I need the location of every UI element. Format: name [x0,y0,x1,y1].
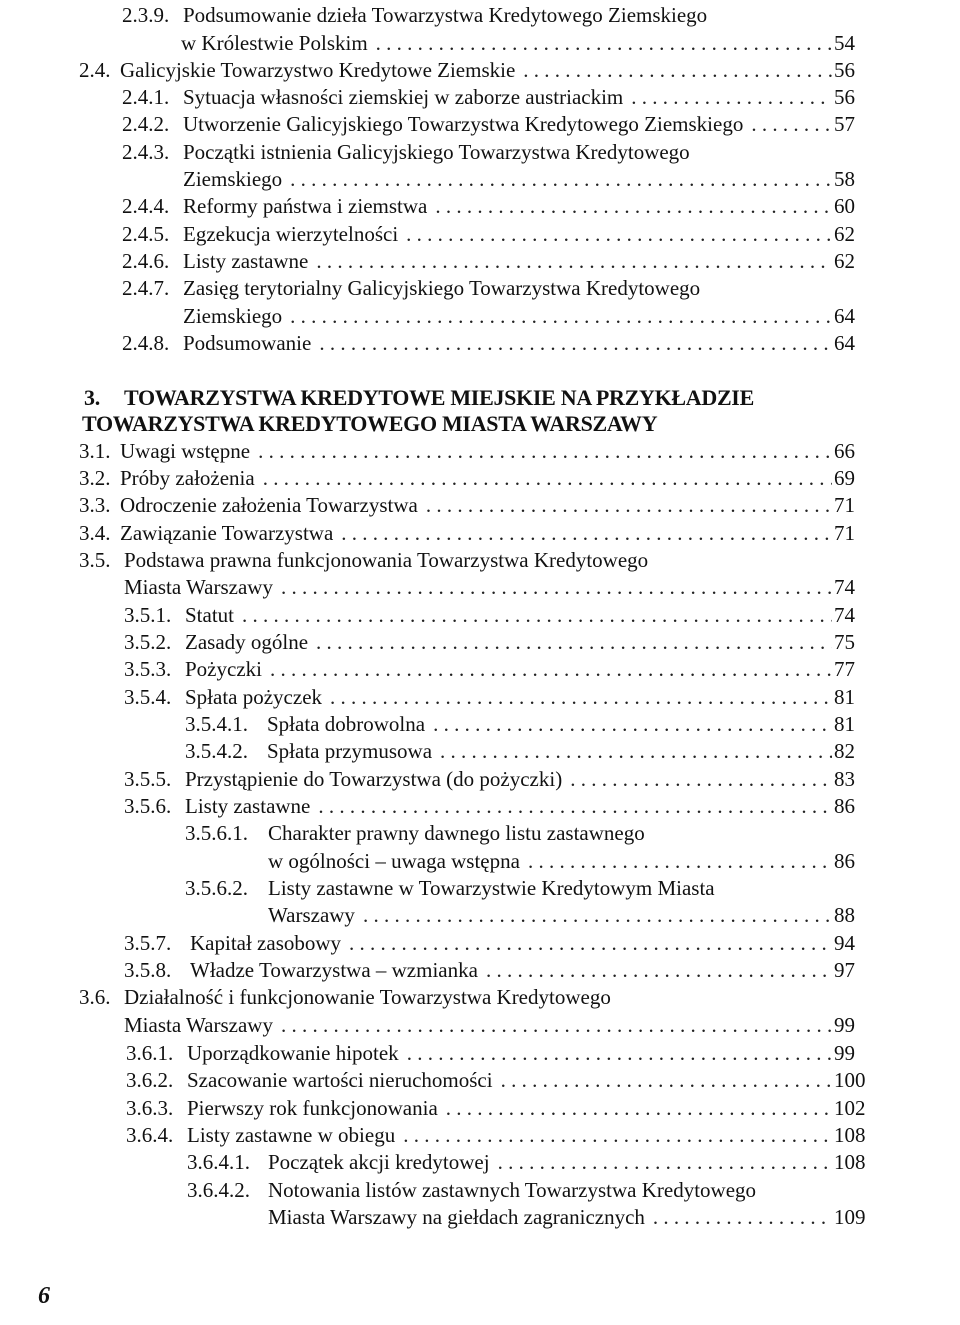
toc-entry-title: Listy zastawne [183,249,309,273]
toc-entry-page: 81 [834,685,855,709]
toc-entry-number: 3.6.4. [126,1123,174,1147]
toc-entry-title: Początki istnienia Galicyjskiego Towarzystwa Kredytowego [183,140,690,164]
toc-entry [0,1095,960,1122]
dot-leader [403,1122,832,1149]
toc-entry-page: 100 [834,1068,866,1092]
dot-leader [406,221,832,248]
dot-leader [440,738,832,765]
toc-entry-title: Egzekucja wierzytelności [183,222,399,246]
page-number: 6 [38,1283,50,1309]
toc-entry-number: 3.6.4.1. [187,1150,250,1174]
toc-entry-title: Początek akcji kredytowej [268,1150,490,1174]
dot-leader [523,57,832,84]
toc-entry-number: 3.5.2. [124,630,172,654]
dot-leader [316,629,832,656]
toc-entry-number: 3.6.2. [126,1068,174,1092]
toc-entry-number: 3.6.4.2. [187,1178,250,1202]
toc-entry-title: Pierwszy rok funkcjonowania [187,1096,438,1120]
dot-leader [426,492,832,519]
toc-entry-title: Listy zastawne w obiegu [187,1123,396,1147]
toc-entry-number: 3.5.4.2. [185,739,248,763]
dot-leader [242,602,832,629]
toc-entry [0,629,960,656]
toc-entry [0,848,960,875]
toc-entry-page: 108 [834,1150,866,1174]
dot-leader [376,30,832,57]
toc-entry-number: 3.5. [79,548,111,572]
toc-entry [0,84,960,111]
toc-entry [0,193,960,220]
toc-entry [0,1067,960,1094]
toc-entry-number: 3.5.7. [124,931,172,955]
dot-leader [570,766,832,793]
toc-entry-number: 2.4.4. [122,194,170,218]
toc-entry-title: Pożyczki [185,657,262,681]
dot-leader [407,1040,832,1067]
toc-entry [0,711,960,738]
toc-entry-number: 3.5.6.2. [185,876,248,900]
toc-entry-page: 82 [834,739,855,763]
chapter-number: 3. [84,385,100,410]
dot-leader [263,465,832,492]
toc-entry-title: Szacowanie wartości nieruchomości [187,1068,493,1092]
dot-leader [349,930,832,957]
toc-entry-number: 2.4.8. [122,331,170,355]
dot-leader [498,1149,832,1176]
toc-entry-title: Odroczenie założenia Towarzystwa [120,493,418,517]
toc-entry [0,111,960,138]
dot-leader [433,711,832,738]
toc-entry-number: 2.4.1. [122,85,170,109]
toc-entry-number: 3.5.4. [124,685,172,709]
toc-entry-page: 58 [834,167,855,191]
toc-entry-title: Kapitał zasobowy [190,931,342,955]
toc-entry [0,656,960,683]
toc-entry-page: 64 [834,331,855,355]
chapter-title-line-1: TOWARZYSTWA KREDYTOWE MIEJSKIE NA PRZYKŁADZIE [124,385,754,410]
toc-entry-page: 88 [834,903,855,927]
toc-entry [0,1040,960,1067]
dot-leader [318,793,832,820]
toc-entry-page: 74 [834,603,855,627]
dot-leader [281,1012,832,1039]
toc-entry-title: Galicyjskie Towarzystwo Kredytowe Ziemskie [120,58,516,82]
chapter-title-line-2: TOWARZYSTWA KREDYTOWEGO MIASTA WARSZAWY [82,411,658,436]
toc-entry-number: 3.6.3. [126,1096,174,1120]
toc-entry-page: 66 [834,439,855,463]
toc-entry-title: Uporządkowanie hipotek [187,1041,399,1065]
toc-entry-number: 2.4.3. [122,140,170,164]
toc-entry-title: Miasta Warszawy [124,1013,273,1037]
toc-entry-title: Charakter prawny dawnego listu zastawnego [268,821,645,845]
dot-leader [319,330,832,357]
toc-entry [0,465,960,492]
toc-entry-title: Przystąpienie do Towarzystwa (do pożyczki) [185,767,563,791]
toc-entry-page: 64 [834,304,855,328]
toc-entry [0,2,960,29]
toc-entry-page: 108 [834,1123,866,1147]
dot-leader [270,656,832,683]
toc-entry-page: 86 [834,794,855,818]
toc-entry-title: Listy zastawne [185,794,311,818]
toc-entry-title: Spłata przymusowa [267,739,433,763]
toc-entry-page: 60 [834,194,855,218]
toc-entry-title: Reformy państwa i ziemstwa [183,194,428,218]
toc-entry-number: 2.3.9. [122,3,170,27]
dot-leader [341,520,832,547]
toc-entry-number: 3.5.3. [124,657,172,681]
toc-entry [0,520,960,547]
toc-entry-page: 74 [834,575,855,599]
dot-leader [290,303,832,330]
toc-entry [0,902,960,929]
toc-entry [0,793,960,820]
toc-entry-number: 3.5.4.1. [185,712,248,736]
toc-entry-page: 97 [834,958,855,982]
toc-entry [0,930,960,957]
toc-entry-title: Zasady ogólne [185,630,309,654]
toc-entry [0,602,960,629]
toc-entry-title: Próby założenia [120,466,255,490]
toc-entry [0,1149,960,1176]
toc-entry [0,330,960,357]
toc-entry [0,957,960,984]
dot-leader [258,438,832,465]
toc-entry-title: Władze Towarzystwa – wzmianka [190,958,478,982]
toc-entry-page: 56 [834,58,855,82]
toc-entry [0,166,960,193]
dot-leader [363,902,832,929]
toc-entry [0,820,960,847]
toc-entry-title: Podstawa prawna funkcjonowania Towarzystwa Kredytowego [124,548,649,572]
toc-entry-title: Warszawy [268,903,355,927]
toc-entry [0,766,960,793]
toc-entry-page: 99 [834,1041,855,1065]
toc-entry-number: 2.4. [79,58,111,82]
toc-entry [0,1177,960,1204]
toc-entry-page: 83 [834,767,855,791]
toc-entry-number: 3.5.6. [124,794,172,818]
toc-entry-number: 3.6. [79,985,111,1009]
toc-entry [0,438,960,465]
toc-entry-title: Ziemskiego [183,167,283,191]
toc-entry-title: Podsumowanie [183,331,312,355]
toc-entry [0,984,960,1011]
toc-entry-number: 3.1. [79,439,111,463]
dot-leader [486,957,832,984]
dot-leader [528,848,832,875]
dot-leader [330,684,832,711]
toc-entry-title: Sytuacja własności ziemskiej w zaborze austriackim [183,85,624,109]
toc-entry [0,547,960,574]
toc-entry [0,248,960,275]
toc-entry-title: Zasięg terytorialny Galicyjskiego Towarzystwa Kredytowego [183,276,701,300]
dot-leader [501,1067,832,1094]
toc-entry-page: 102 [834,1096,866,1120]
toc-entry-page: 62 [834,222,855,246]
toc-entry [0,30,960,57]
toc-entry-page: 71 [834,521,855,545]
toc-entry [0,684,960,711]
toc-entry-number: 2.4.2. [122,112,170,136]
toc-entry [0,574,960,601]
toc-entry-number: 3.5.5. [124,767,172,791]
dot-leader [631,84,832,111]
toc-entry-number: 3.5.8. [124,958,172,982]
dot-leader [653,1204,832,1231]
toc-entry-title: w ogólności – uwaga wstępna [268,849,520,873]
toc-entry-title: w Królestwie Polskim [181,31,368,55]
dot-leader [290,166,832,193]
toc-entry [0,492,960,519]
toc-entry-title: Ziemskiego [183,304,283,328]
toc-entry-title: Działalność i funkcjonowanie Towarzystwa Kredytowego [124,985,611,1009]
toc-entry-number: 3.4. [79,521,111,545]
toc-entry-number: 3.2. [79,466,111,490]
toc-entry-number: 3.3. [79,493,111,517]
toc-entry [0,139,960,166]
toc-entry-page: 56 [834,85,855,109]
dot-leader [751,111,832,138]
toc-entry-title: Listy zastawne w Towarzystwie Kredytowym Miasta [268,876,715,900]
dot-leader [446,1095,832,1122]
toc-entry-page: 69 [834,466,855,490]
toc-entry-page: 99 [834,1013,855,1037]
toc-entry [0,738,960,765]
toc-entry-page: 54 [834,31,855,55]
toc-entry-title: Miasta Warszawy [124,575,273,599]
toc-entry-title: Podsumowanie dzieła Towarzystwa Kredytowego Ziemskiego [183,3,708,27]
toc-entry-page: 71 [834,493,855,517]
toc-entry-title: Spłata dobrowolna [267,712,426,736]
toc-entry [0,1012,960,1039]
toc-entry-number: 3.5.1. [124,603,172,627]
toc-entry [0,1122,960,1149]
toc-entry [0,303,960,330]
toc-entry-title: Statut [185,603,235,627]
toc-entry-page: 109 [834,1205,866,1229]
toc-entry-number: 2.4.5. [122,222,170,246]
toc-entry-page: 86 [834,849,855,873]
toc-entry-number: 3.6.1. [126,1041,174,1065]
toc-entry-page: 77 [834,657,855,681]
toc-entry-number: 2.4.7. [122,276,170,300]
toc-entry [0,57,960,84]
toc-entry-page: 57 [834,112,855,136]
toc-entry-page: 75 [834,630,855,654]
toc-entry [0,1204,960,1231]
toc-entry-title: Uwagi wstępne [120,439,251,463]
toc-entry-title: Notowania listów zastawnych Towarzystwa Kredytowego [268,1178,757,1202]
toc-entry-page: 81 [834,712,855,736]
toc-entry-title: Miasta Warszawy na giełdach zagranicznych [268,1205,645,1229]
toc-entry-page: 62 [834,249,855,273]
toc-entry-number: 3.5.6.1. [185,821,248,845]
toc-entry [0,275,960,302]
toc-entry [0,875,960,902]
dot-leader [281,574,832,601]
dot-leader [316,248,832,275]
dot-leader [435,193,832,220]
toc-entry-title: Utworzenie Galicyjskiego Towarzystwa Kredytowego Ziemskiego [183,112,744,136]
toc-entry-title: Zawiązanie Towarzystwa [120,521,334,545]
toc-entry-title: Spłata pożyczek [185,685,323,709]
toc-entry [0,221,960,248]
toc-entry-page: 94 [834,931,855,955]
toc-entry-number: 2.4.6. [122,249,170,273]
